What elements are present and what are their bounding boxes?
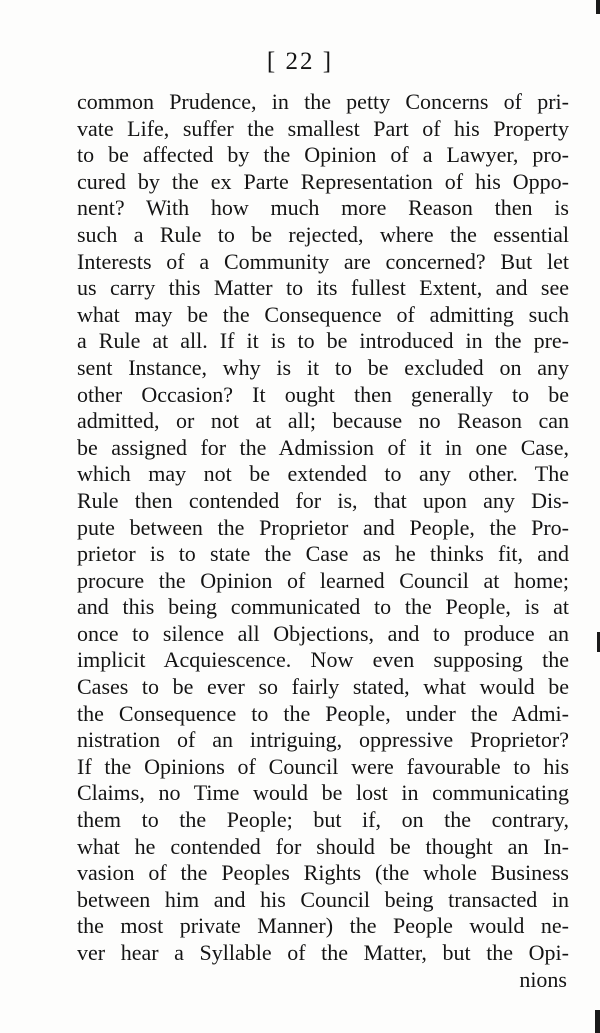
text-line: the Consequence to the People, under the Admi- — [77, 700, 569, 726]
text-line: once to silence all Objections, and to produce an — [77, 620, 569, 646]
text-line: be assigned for the Admission of it in one Case, — [77, 434, 569, 460]
text-line: us carry this Matter to its fullest Extent, and see — [77, 275, 569, 301]
text-line: ver hear a Syllable of the Matter, but the Opi- — [77, 940, 569, 965]
text-line: Claims, no Time would be lost in communicating — [77, 780, 569, 806]
text-line: Rule then contended for is, that upon any Dis- — [77, 487, 569, 513]
body-text — [77, 89, 569, 993]
text-line: Cases to be ever so fairly stated, what would be — [77, 674, 569, 700]
text-line: vate Life, suffer the smallest Part of his Property — [77, 115, 569, 141]
text-line: pute between the Proprietor and People, the Pro- — [77, 514, 569, 540]
catchword: nions — [519, 966, 567, 992]
text-line: such a Rule to be rejected, where the essential — [77, 221, 569, 247]
text-line: vasion of the Peoples Rights (the whole Business — [77, 860, 569, 886]
text-line: If the Opinions of Council were favourable to his — [77, 753, 569, 779]
text-line: prietor is to state the Case as he thinks fit, and — [77, 541, 569, 567]
text-line: which may not be extended to any other. The — [77, 461, 569, 487]
page-edge-shadow — [596, 0, 600, 14]
text-line: a Rule at all. If it is to be introduced in the pre- — [77, 328, 569, 354]
text-line: sent Instance, why is it to be excluded on any — [77, 354, 569, 380]
text-line: other Occasion? It ought then generally to be — [77, 381, 569, 407]
text-line: common Prudence, in the petty Concerns of pri- — [77, 89, 569, 114]
text-line: admitted, or not at all; because no Reason can — [77, 408, 569, 434]
text-line: nent? With how much more Reason then is — [77, 195, 569, 221]
text-line: to be affected by the Opinion of a Lawyer, pro- — [77, 142, 569, 168]
text-line: them to the People; but if, on the contrary, — [77, 807, 569, 833]
text-line: and this being communicated to the People, is at — [77, 594, 569, 620]
page-number: [ 22 ] — [266, 48, 334, 75]
text-line: what he contended for should be thought an In- — [77, 833, 569, 859]
text-line: between him and his Council being transacted in — [77, 886, 569, 912]
text-line: procure the Opinion of learned Council at home; — [77, 567, 569, 593]
text-line: what may be the Consequence of admitting such — [77, 301, 569, 327]
text-line: the most private Manner) the People would ne- — [77, 913, 569, 939]
text-line: Interests of a Community are concerned? But let — [77, 248, 569, 274]
text-line: nistration of an intriguing, oppressive Proprietor? — [77, 727, 569, 753]
text-line: implicit Acquiescence. Now even supposing the — [77, 647, 569, 673]
text-line: cured by the ex Parte Representation of his Oppo- — [77, 168, 569, 194]
page-edge-shadow — [595, 1010, 600, 1033]
